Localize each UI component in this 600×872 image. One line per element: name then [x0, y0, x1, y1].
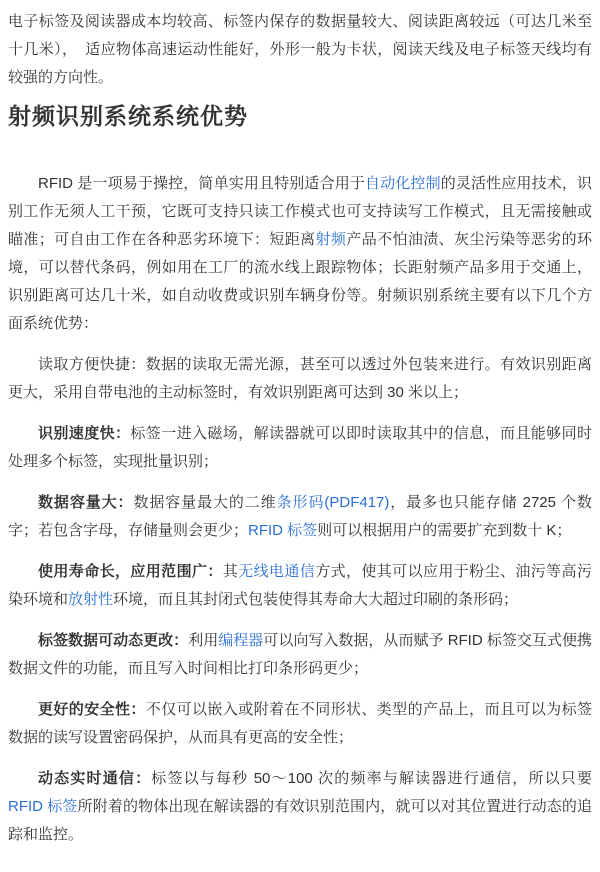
- text-segment: 电子标签及阅读器成本均较高、标签内保存的数据量较大、阅读距离较远（可达几米至十几米）， 适应物体高速运动性能好，外形一般为卡状，阅读天线及电子标签天线均有较强的方向性。: [8, 13, 592, 86]
- intro-paragraph: [8, 8, 592, 92]
- inline-link[interactable]: 无线电通信: [238, 563, 316, 580]
- paragraph: [8, 420, 592, 476]
- paragraph: [8, 558, 592, 614]
- paragraph-lead: 识别速度快：: [38, 425, 131, 442]
- text-segment: 标签以与每秒 50～100 次的频率与解读器进行通信，所以只要: [151, 770, 592, 787]
- text-segment: 不仅可以嵌入或附着在不同形状、类型的产品上，而且可以为标签数据的读写设置密码保护，从而具有更高的安全性；: [8, 701, 592, 746]
- paragraph-lead: 使用寿命长，应用范围广：: [38, 563, 223, 580]
- inline-link[interactable]: 放射性: [68, 591, 114, 608]
- text-segment: 产品不怕油渍、灰尘污染等恶劣的环境，可以替代条码，例如用在工厂的流水线上跟踪物体；长距射频产品多用于交通上，识别距离可达几十米，如自动收费或识别车辆身份等。射频识别系统主要有以下几个方面系统优势：: [8, 231, 592, 332]
- paragraph-lead: 数据容量大：: [38, 494, 134, 511]
- text-segment: 利用: [188, 632, 219, 649]
- text-segment: 读取方便快捷：数据的读取无需光源，甚至可以透过外包装来进行。有效识别距离更大，采用自带电池的主动标签时，有效识别距离可达到 30 米以上；: [8, 356, 592, 401]
- inline-link[interactable]: 射频: [315, 231, 347, 248]
- paragraph: [8, 170, 592, 338]
- text-segment: 其: [222, 563, 239, 580]
- inline-link[interactable]: RFID 标签: [248, 522, 318, 539]
- paragraph: [8, 765, 592, 849]
- paragraph: [8, 627, 592, 683]
- page-title: 射频识别系统系统优势: [8, 103, 248, 129]
- paragraph: [8, 351, 592, 407]
- text-segment: 可以向写入数据，从而赋予 RFID 标签交互式便携数据文件的功能，而且写入时间相比打印条形码更少；: [8, 632, 592, 677]
- paragraph: [8, 696, 592, 752]
- inline-link[interactable]: RFID 标签: [8, 798, 78, 815]
- text-segment: 方式，使其可以应用于粉尘、油污等高污染环境和: [8, 563, 592, 608]
- paragraph-lead: 更好的安全性：: [38, 701, 146, 718]
- text-segment: RFID 是一项易于操控，简单实用且特别适合用于: [38, 175, 365, 192]
- inline-link[interactable]: (PDF417): [324, 494, 390, 511]
- text-segment: 所附着的物体出现在解读器的有效识别范围内，就可以对其位置进行动态的追踪和监控。: [8, 798, 592, 843]
- text-segment: 环境，而且其封闭式包装使得其寿命大大超过印刷的条形码；: [113, 591, 519, 608]
- inline-link[interactable]: 条形码: [276, 494, 325, 511]
- inline-link[interactable]: 自动化控制: [365, 175, 441, 192]
- paragraph-lead: 动态实时通信：: [38, 770, 152, 787]
- paragraph-lead: 标签数据可动态更改：: [38, 632, 189, 649]
- advantages-section: [8, 170, 592, 849]
- text-segment: 标签一进入磁场，解读器就可以即时读取其中的信息，而且能够同时处理多个标签，实现批量识别；: [8, 425, 592, 470]
- text-segment: 则可以根据用户的需要扩充到数十 K；: [317, 522, 572, 539]
- inline-link[interactable]: 编程器: [218, 632, 264, 649]
- text-segment: 数据容量最大的二维: [133, 494, 277, 511]
- paragraph: [8, 489, 592, 545]
- text-segment: ，最多也只能存储 2725 个数字；若包含字母，存储量则会更少；: [8, 494, 592, 539]
- text-segment: 的灵活性应用技术，识别工作无须人工干预，它既可支持只读工作模式也可支持读写工作模式，且无需接触或瞄准；可自由工作在各种恶劣环境下：短距离: [8, 175, 592, 248]
- document-body: [8, 8, 592, 849]
